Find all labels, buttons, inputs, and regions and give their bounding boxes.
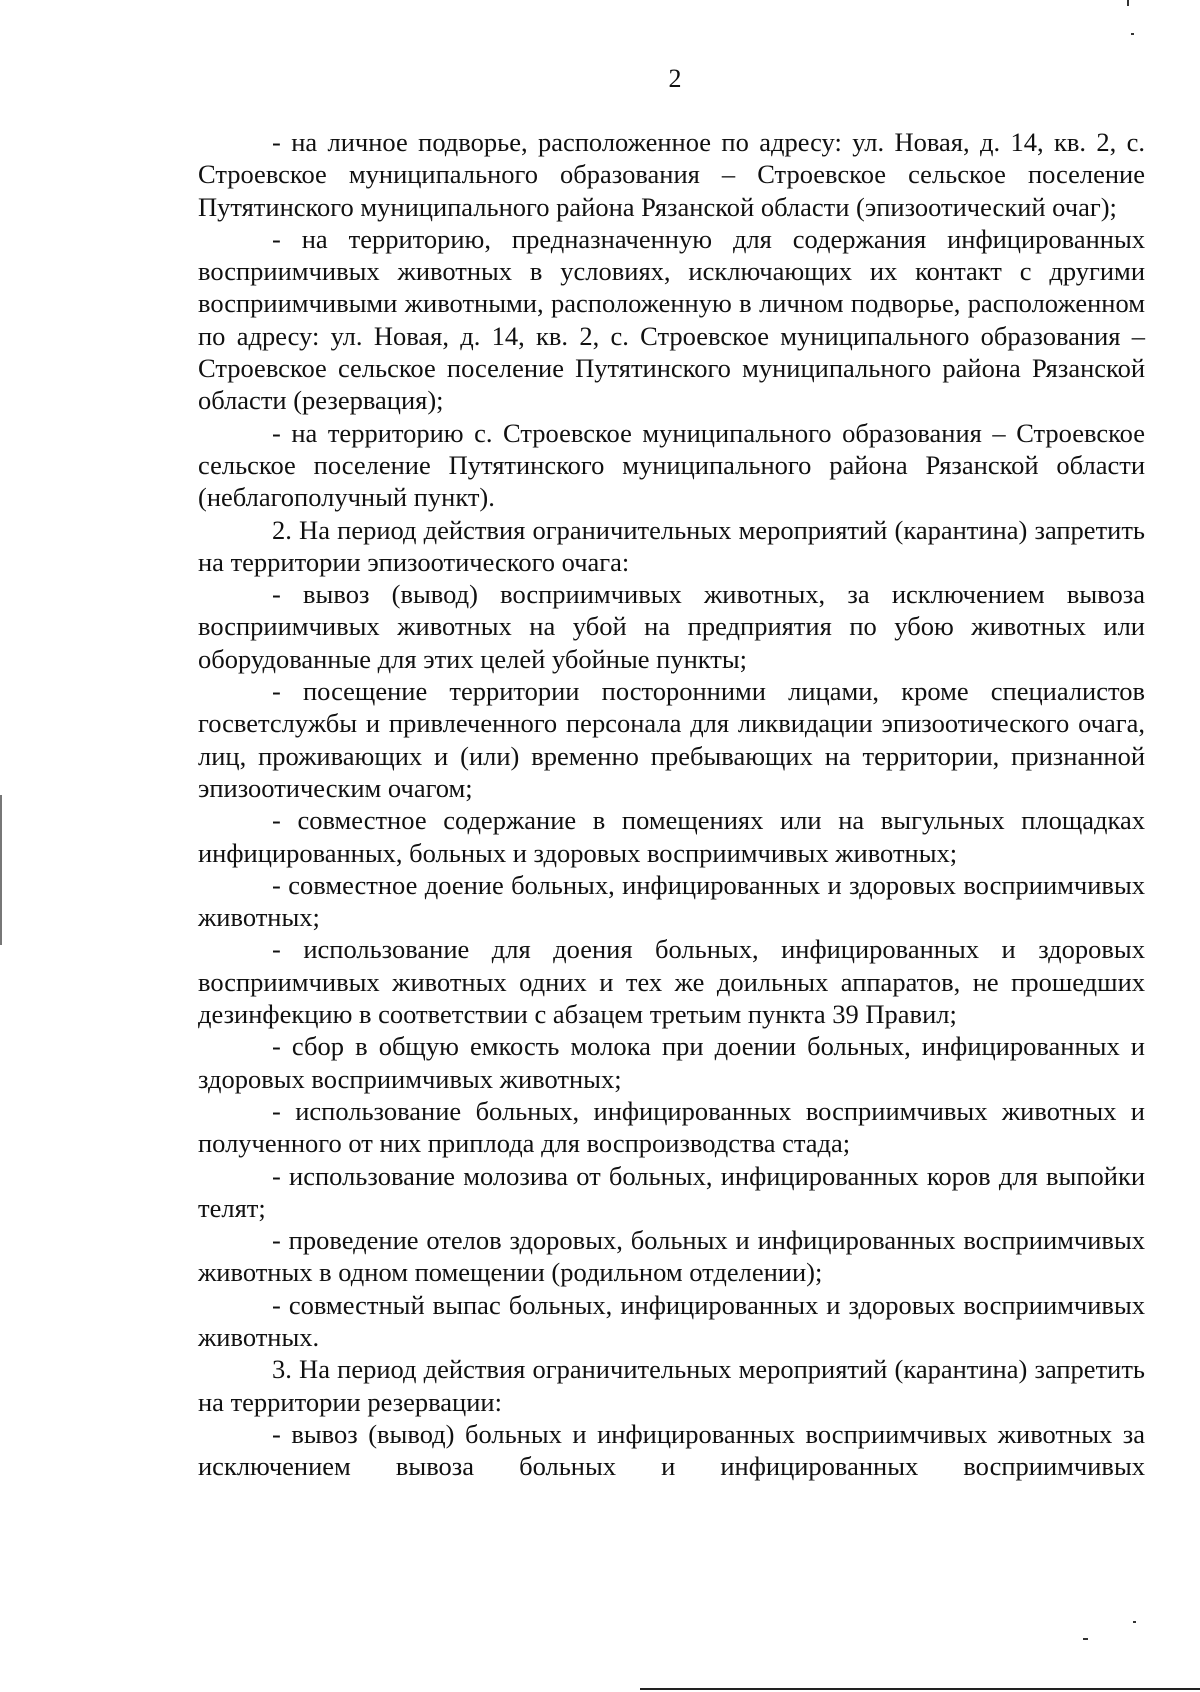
scan-mark	[1127, 0, 1129, 6]
paragraph-milking-machines: - использование для доения больных, инфицированных и здоровых восприимчивых животных одних и тех же доильных аппаратов, не прошедших дезинфекцию в соответствии с абзацем третьим пункта 39 Правил;	[198, 934, 1145, 1030]
paragraph-joint-milking: - совместное доение больных, инфицированных и здоровых восприимчивых животных;	[198, 869, 1145, 933]
scan-mark	[1083, 1638, 1088, 1640]
paragraph-item-2-heading: 2. На период действия ограничительных мероприятий (карантина) запретить на территории эпизоотического очага:	[198, 514, 1145, 577]
document-body	[198, 126, 1145, 1482]
paragraph-joint-grazing: - совместный выпас больных, инфицированных и здоровых восприимчивых животных.	[198, 1289, 1145, 1352]
scan-mark	[1133, 1621, 1136, 1623]
paragraph-calving: - проведение отелов здоровых, больных и инфицированных восприимчивых животных в одном помещении (родильном отделении);	[198, 1225, 1145, 1288]
paragraph-reservation-export: - вывоз (вывод) больных и инфицированных восприимчивых животных за исключением вывоза больных и инфицированных восприимчивых	[198, 1418, 1145, 1482]
paragraph-breeding-use: - использование больных, инфицированных восприимчивых животных и полученного от них приплода для воспроизводства стада;	[198, 1095, 1145, 1159]
paragraph-export-animals: - вывоз (вывод) восприимчивых животных, за исключением вывоза восприимчивых животных на убой на предприятия по убою животных или оборудованные для этих целей убойные пункты;	[198, 579, 1145, 674]
paragraph-personal-farmstead: - на личное подворье, расположенное по адресу: ул. Новая, д. 14, кв. 2, с. Строевское муниципального образования – Строевское сельское поселение Путятинского муниципального района Рязанской области (эпизоотический очаг);	[198, 127, 1145, 222]
paragraph-milk-collection: - сбор в общую емкость молока при доении больных, инфицированных и здоровых восприимчивых животных;	[198, 1031, 1145, 1094]
page-number: 2	[668, 64, 682, 93]
scan-mark	[1131, 33, 1134, 35]
paragraph-unfavorable-point: - на территорию с. Строевское муниципального образования – Строевское сельское поселение Путятинского муниципального района Рязанской области (неблагополучный пункт).	[198, 417, 1145, 513]
scan-edge-mark	[0, 795, 2, 945]
paragraph-visiting-territory: - посещение территории посторонними лицами, кроме специалистов госветслужбы и привлеченного персонала для ликвидации эпизоотического очага, лиц, проживающих и (или) временно пребывающих на территории, признанной эпизоотическим очагом;	[198, 676, 1145, 803]
paragraph-colostrum-use: - использование молозива от больных, инфицированных коров для выпойки телят;	[198, 1160, 1145, 1223]
bottom-edge-line	[640, 1688, 1200, 1690]
paragraph-reservation-territory: - на территорию, предназначенную для содержания инфицированных восприимчивых животных в условиях, исключающих их контакт с другими восприимчивыми животными, расположенную в личном подворье, расположенном по адресу: ул. Новая, д. 14, кв. 2, с. Строевское муниципального образования – Строевское сельское поселение Путятинского муниципального района Рязанской области (резервация);	[198, 223, 1145, 416]
paragraph-joint-keeping: - совместное содержание в помещениях или на выгульных площадках инфицированных, больных и здоровых восприимчивых животных;	[198, 805, 1145, 868]
paragraph-item-3-heading: 3. На период действия ограничительных мероприятий (карантина) запретить на территории резервации:	[198, 1354, 1145, 1417]
